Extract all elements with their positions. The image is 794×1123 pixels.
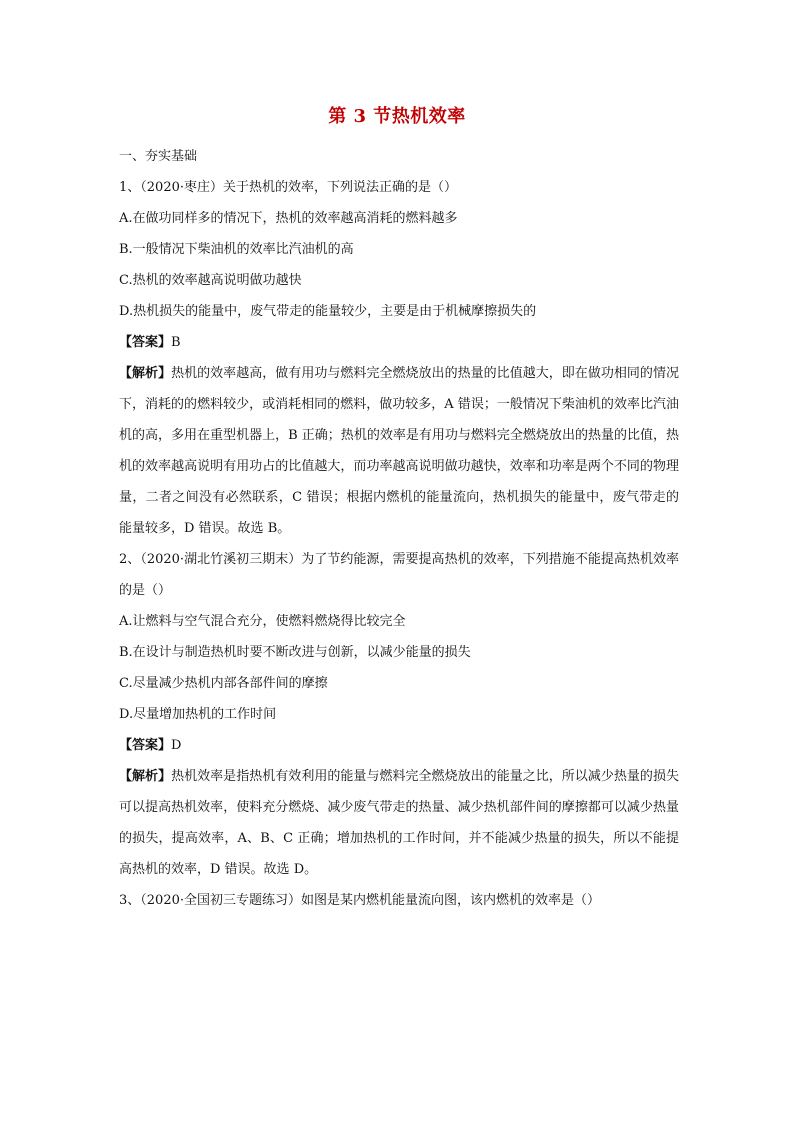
analysis-label: 【解析】	[119, 769, 172, 784]
question-1-option-b: B.一般情况下柴油机的效率比汽油机的高	[119, 242, 354, 257]
answer-label: 【答案】	[119, 738, 172, 753]
question-2-answer	[119, 730, 679, 761]
question-2-option-a: A.让燃料与空气混合充分，使燃料燃烧得比较完全	[119, 614, 406, 629]
question-1-answer	[119, 327, 679, 358]
analysis-text: 热机的效率越高，做有用功与燃料完全燃烧放出的热量的比值越大，即在做功相同的情况下，消耗的的燃料较少，或消耗相同的燃料，做功较多，A 错误；一般情况下柴油机的效率比汽油机的高，多用在重型机器上，B 正确；热机的效率是有用功与燃料完全燃烧放出的热量的比值，热机的效率越高说明有用功占的比值越大，而功率越高说明做功越快，效率和功率是两个不同的物理量，二者之间没有必然联系，C 错误；根据内燃机的能量流向，热机损失的能量中，废气带走的能量较多，D 错误。故选 B。	[119, 366, 679, 536]
question-1-option-d: D.热机损失的能量中，废气带走的能量较少，主要是由于机械摩擦损失的	[119, 304, 537, 319]
answer-label: 【答案】	[119, 335, 172, 350]
question-2	[119, 544, 679, 885]
answer-value: D	[171, 738, 182, 753]
question-1-analysis	[119, 358, 679, 544]
answer-value: B	[171, 335, 181, 350]
question-2-option-b: B.在设计与制造热机时要不断改进与创新，以减少能量的损失	[119, 645, 471, 660]
question-1-option-a: A.在做功同样多的情况下，热机的效率越高消耗的燃料越多	[119, 211, 458, 226]
document-title: 第 3 节热机效率	[328, 106, 466, 127]
question-1-option-c: C.热机的效率越高说明做功越快	[119, 273, 302, 288]
question-3-stem: 3、（2020·全国初三专题练习）如图是某内燃机能量流向图，该内燃机的效率是（）	[119, 893, 600, 908]
question-2-option-c: C.尽量减少热机内部各部件间的摩擦	[119, 676, 328, 691]
analysis-text: 热机效率是指热机有效利用的能量与燃料完全燃烧放出的能量之比，所以减少热量的损失可以提高热机效率，使料充分燃烧、减少废气带走的热量、减少热机部件间的摩擦都可以减少热量的损失，提高效率，A、B、C 正确；增加热机的工作时间，并不能减少热量的损失，所以不能提高热机的效率，D 错误。故选 D。	[119, 769, 679, 877]
question-2-option-d: D.尽量增加热机的工作时间	[119, 707, 277, 722]
analysis-label: 【解析】	[119, 366, 172, 381]
question-1-stem: 1、（2020·枣庄）关于热机的效率，下列说法正确的是（）	[119, 180, 457, 195]
question-3	[119, 885, 679, 916]
question-1	[119, 172, 679, 544]
document-body	[119, 141, 679, 916]
section-heading: 一、夯实基础	[119, 149, 198, 164]
question-2-stem: 2、（2020·湖北竹溪初三期末）为了节约能源，需要提高热机的效率，下列措施不能提高热机效率的是（）	[119, 552, 679, 598]
question-2-analysis	[119, 761, 679, 885]
